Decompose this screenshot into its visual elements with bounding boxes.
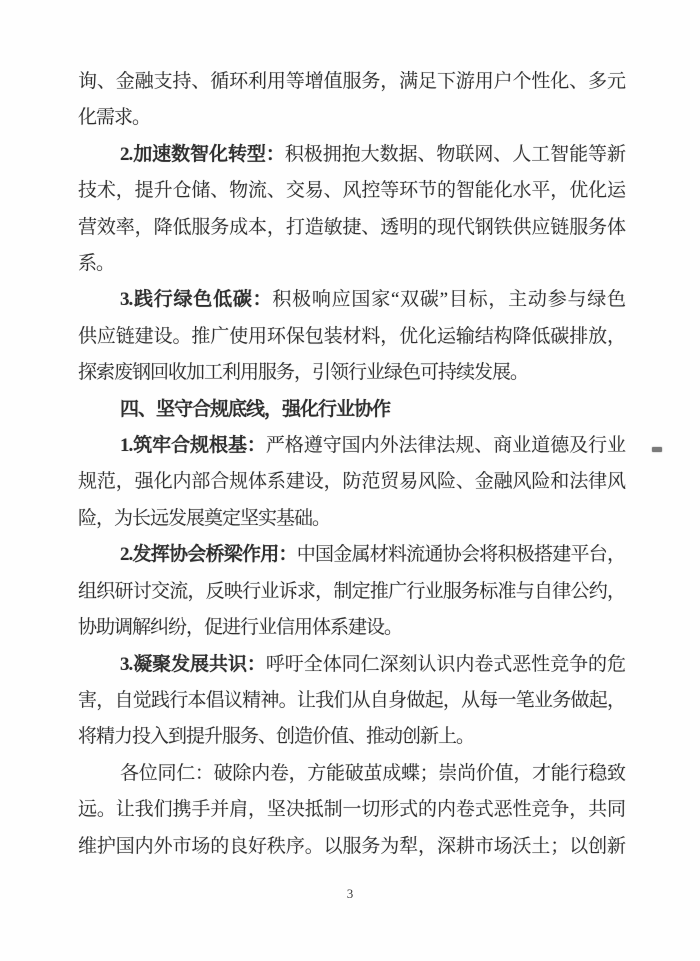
text-line (78, 428, 625, 464)
text-line (78, 501, 625, 537)
text-line (78, 246, 625, 282)
text-segment: 严格遵守国内外法律法规、商业道德及行业 (265, 435, 625, 457)
text-segment: 中国金属材料流通协会将积极搭建平台， (296, 544, 625, 566)
text-segment: 系。 (78, 253, 115, 275)
text-line (78, 282, 625, 318)
text-line (78, 173, 625, 209)
text-line (78, 610, 625, 646)
text-segment: 维护国内外市场的良好秩序。以服务为犁，深耕市场沃土；以创新 (78, 835, 625, 857)
text-segment: 将精力投入到提升服务、创造价值、推动创新上。 (78, 726, 475, 748)
heading-segment: 1.筑牢合规根基： (120, 435, 266, 457)
text-line (78, 683, 625, 719)
heading-segment: 3.践行绿色低碳： (120, 289, 273, 311)
text-line (78, 392, 625, 428)
text-segment: 害，自觉践行本倡议精神。让我们从自身做起，从每一笔业务做起， (78, 689, 625, 711)
text-line (78, 756, 625, 792)
text-segment: 协助调解纠纷，促进行业信用体系建设。 (78, 617, 403, 639)
text-segment: 各位同仁：破除内卷，方能破茧成蝶；崇尚价值，才能行稳致 (120, 762, 625, 784)
text-line (78, 464, 625, 500)
text-line (78, 210, 625, 246)
heading-segment: 2.发挥协会桥梁作用： (120, 544, 297, 566)
text-segment: 探索废钢回收加工利用服务，引领行业绿色可持续发展。 (78, 362, 529, 384)
text-line (78, 647, 625, 683)
document-body (78, 64, 625, 865)
text-segment: 积极拥抱大数据、物联网、人工智能等新 (284, 143, 625, 165)
heading-segment: 3.凝聚发展共识： (120, 653, 266, 675)
text-segment: 询、金融支持、循环利用等增值服务，满足下游用户个性化、多元 (78, 71, 625, 92)
text-line (78, 574, 625, 610)
text-line (78, 829, 625, 865)
text-segment: 营效率，降低服务成本，打造敏捷、透明的现代钢铁供应链服务体 (78, 216, 625, 238)
text-line (78, 137, 625, 173)
text-segment: 供应链建设。推广使用环保包装材料，优化运输结构降低碳排放， (78, 325, 625, 347)
text-line (78, 792, 625, 828)
text-line (78, 64, 625, 100)
text-segment: 呼吁全体同仁深刻认识内卷式恶性竞争的危 (265, 653, 625, 675)
text-line (78, 719, 625, 755)
heading-segment: 2.加速数智化转型： (120, 143, 285, 165)
text-line (78, 355, 625, 391)
heading-segment: 四、坚守合规底线，强化行业协作 (120, 398, 391, 420)
text-line (78, 319, 625, 355)
ink-smudge-artifact (652, 447, 662, 452)
text-segment: 组织研讨交流，反映行业诉求，制定推广行业服务标准与自律公约， (78, 580, 625, 602)
page-number: 3 (346, 886, 354, 901)
text-segment: 技术，提升仓储、物流、交易、风控等环节的智能化水平，优化运 (78, 180, 625, 202)
text-line (78, 537, 625, 573)
text-line (78, 100, 625, 136)
text-segment: 积极响应国家“双碳”目标，主动参与绿色 (272, 289, 625, 311)
text-segment: 险，为长远发展奠定坚实基础。 (78, 507, 331, 529)
text-segment: 远。让我们携手并肩，坚决抵制一切形式的内卷式恶性竞争，共同 (78, 799, 625, 821)
text-segment: 规范，强化内部合规体系建设，防范贸易风险、金融风险和法律风 (78, 471, 625, 493)
text-segment: 化需求。 (78, 107, 151, 129)
